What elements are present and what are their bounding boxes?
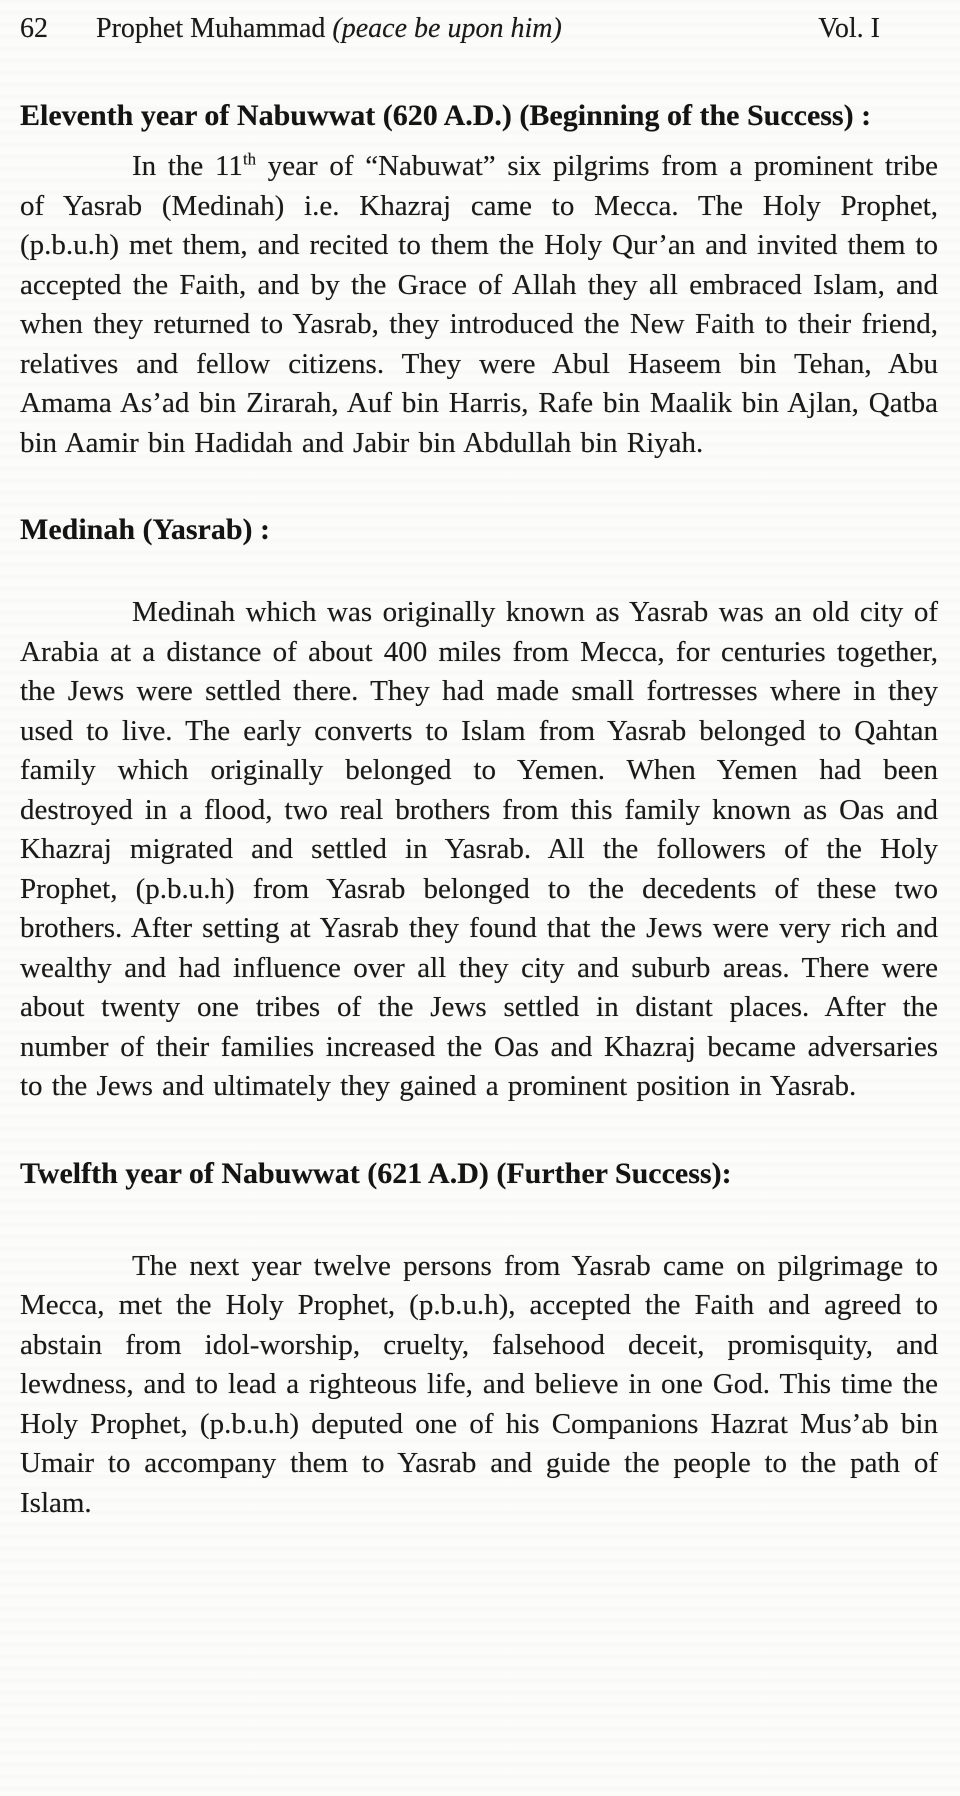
section-medinah-yasrab (20, 508, 938, 1107)
running-title (96, 10, 818, 48)
page-number: 62 (20, 13, 48, 44)
volume-label: Vol. I (818, 13, 880, 44)
ordinal-superscript: th (242, 149, 257, 169)
book-title-honorific: (peace be upon him) (332, 13, 562, 44)
book-title: Prophet Muhammad (96, 13, 326, 44)
paragraph: Medinah which was originally known as Yasrab was an old city of Arabia at a distance of about 400 miles from Mecca, for centuries together, the Jews were settled there. They had made small fortresses where in they used to live. The early converts to Islam from Yasrab belonged to Qahtan family which originally belonged to Yemen. When Yemen had been destroyed in a flood, two real brothers from this family known as Oas and Khazraj migrated and settled in Yasrab. All the followers of the Holy Prophet, (p.b.u.h) from Yasrab belonged to the decedents of these two brothers. After setting at Yasrab they found that the Jews were very rich and wealthy and had influence over all they city and suburb areas. There were about twenty one tribes of the Jews settled in distant places. After the number of their families increased the Oas and Khazraj became adversaries to the Jews and ultimately they gained a prominent position in Yasrab. (20, 596, 938, 1102)
section-eleventh-year-of-nabuwwat (20, 94, 938, 463)
paragraph-text: year of “Nabuwat” six pilgrims from a prominent tribe of Yasrab (Medinah) i.e. Khazraj came to Mecca. The Holy Prophet, (p.b.u.h) met them, and recited to them the Holy Qur’an and invited them to accepted the Faith, and by the Grace of Allah they all embraced Islam, and when they returned to Yasrab, they introduced the New Faith to their friend, relatives and fellow citizens. They were Abul Haseem bin Tehan, Abu Amama As’ad bin Zirarah, Auf bin Harris, Rafe bin Maalik bin Ajlan, Qatba bin Aamir bin Hadidah and Jabir bin Abdullah bin Riyah. (20, 150, 938, 459)
section-heading: Medinah (Yasrab) : (20, 513, 271, 546)
running-header (20, 10, 938, 48)
paragraph: The next year twelve persons from Yasrab came on pilgrimage to Mecca, met the Holy Prophet, (p.b.u.h), accepted the Faith and agreed to abstain from idol-worship, cruelty, falsehood deceit, promisquity, and lewdness, and to lead a righteous life, and believe in one God. This time the Holy Prophet, (p.b.u.h) deputed one of his Companions Hazrat Mus’ab bin Umair to accompany them to Yasrab and guide the people to the path of Islam. (20, 1249, 938, 1519)
section-heading: Twelfth year of Nabuwwat (621 A.D) (Further Success): (20, 1156, 732, 1190)
paragraph-text: In the 11 (132, 150, 243, 182)
section-twelfth-year-of-nabuwwat (20, 1152, 938, 1524)
section-heading: Eleventh year of Nabuwwat (620 A.D.) (Beginning of the Success) : (20, 99, 872, 132)
paragraph (20, 147, 938, 463)
